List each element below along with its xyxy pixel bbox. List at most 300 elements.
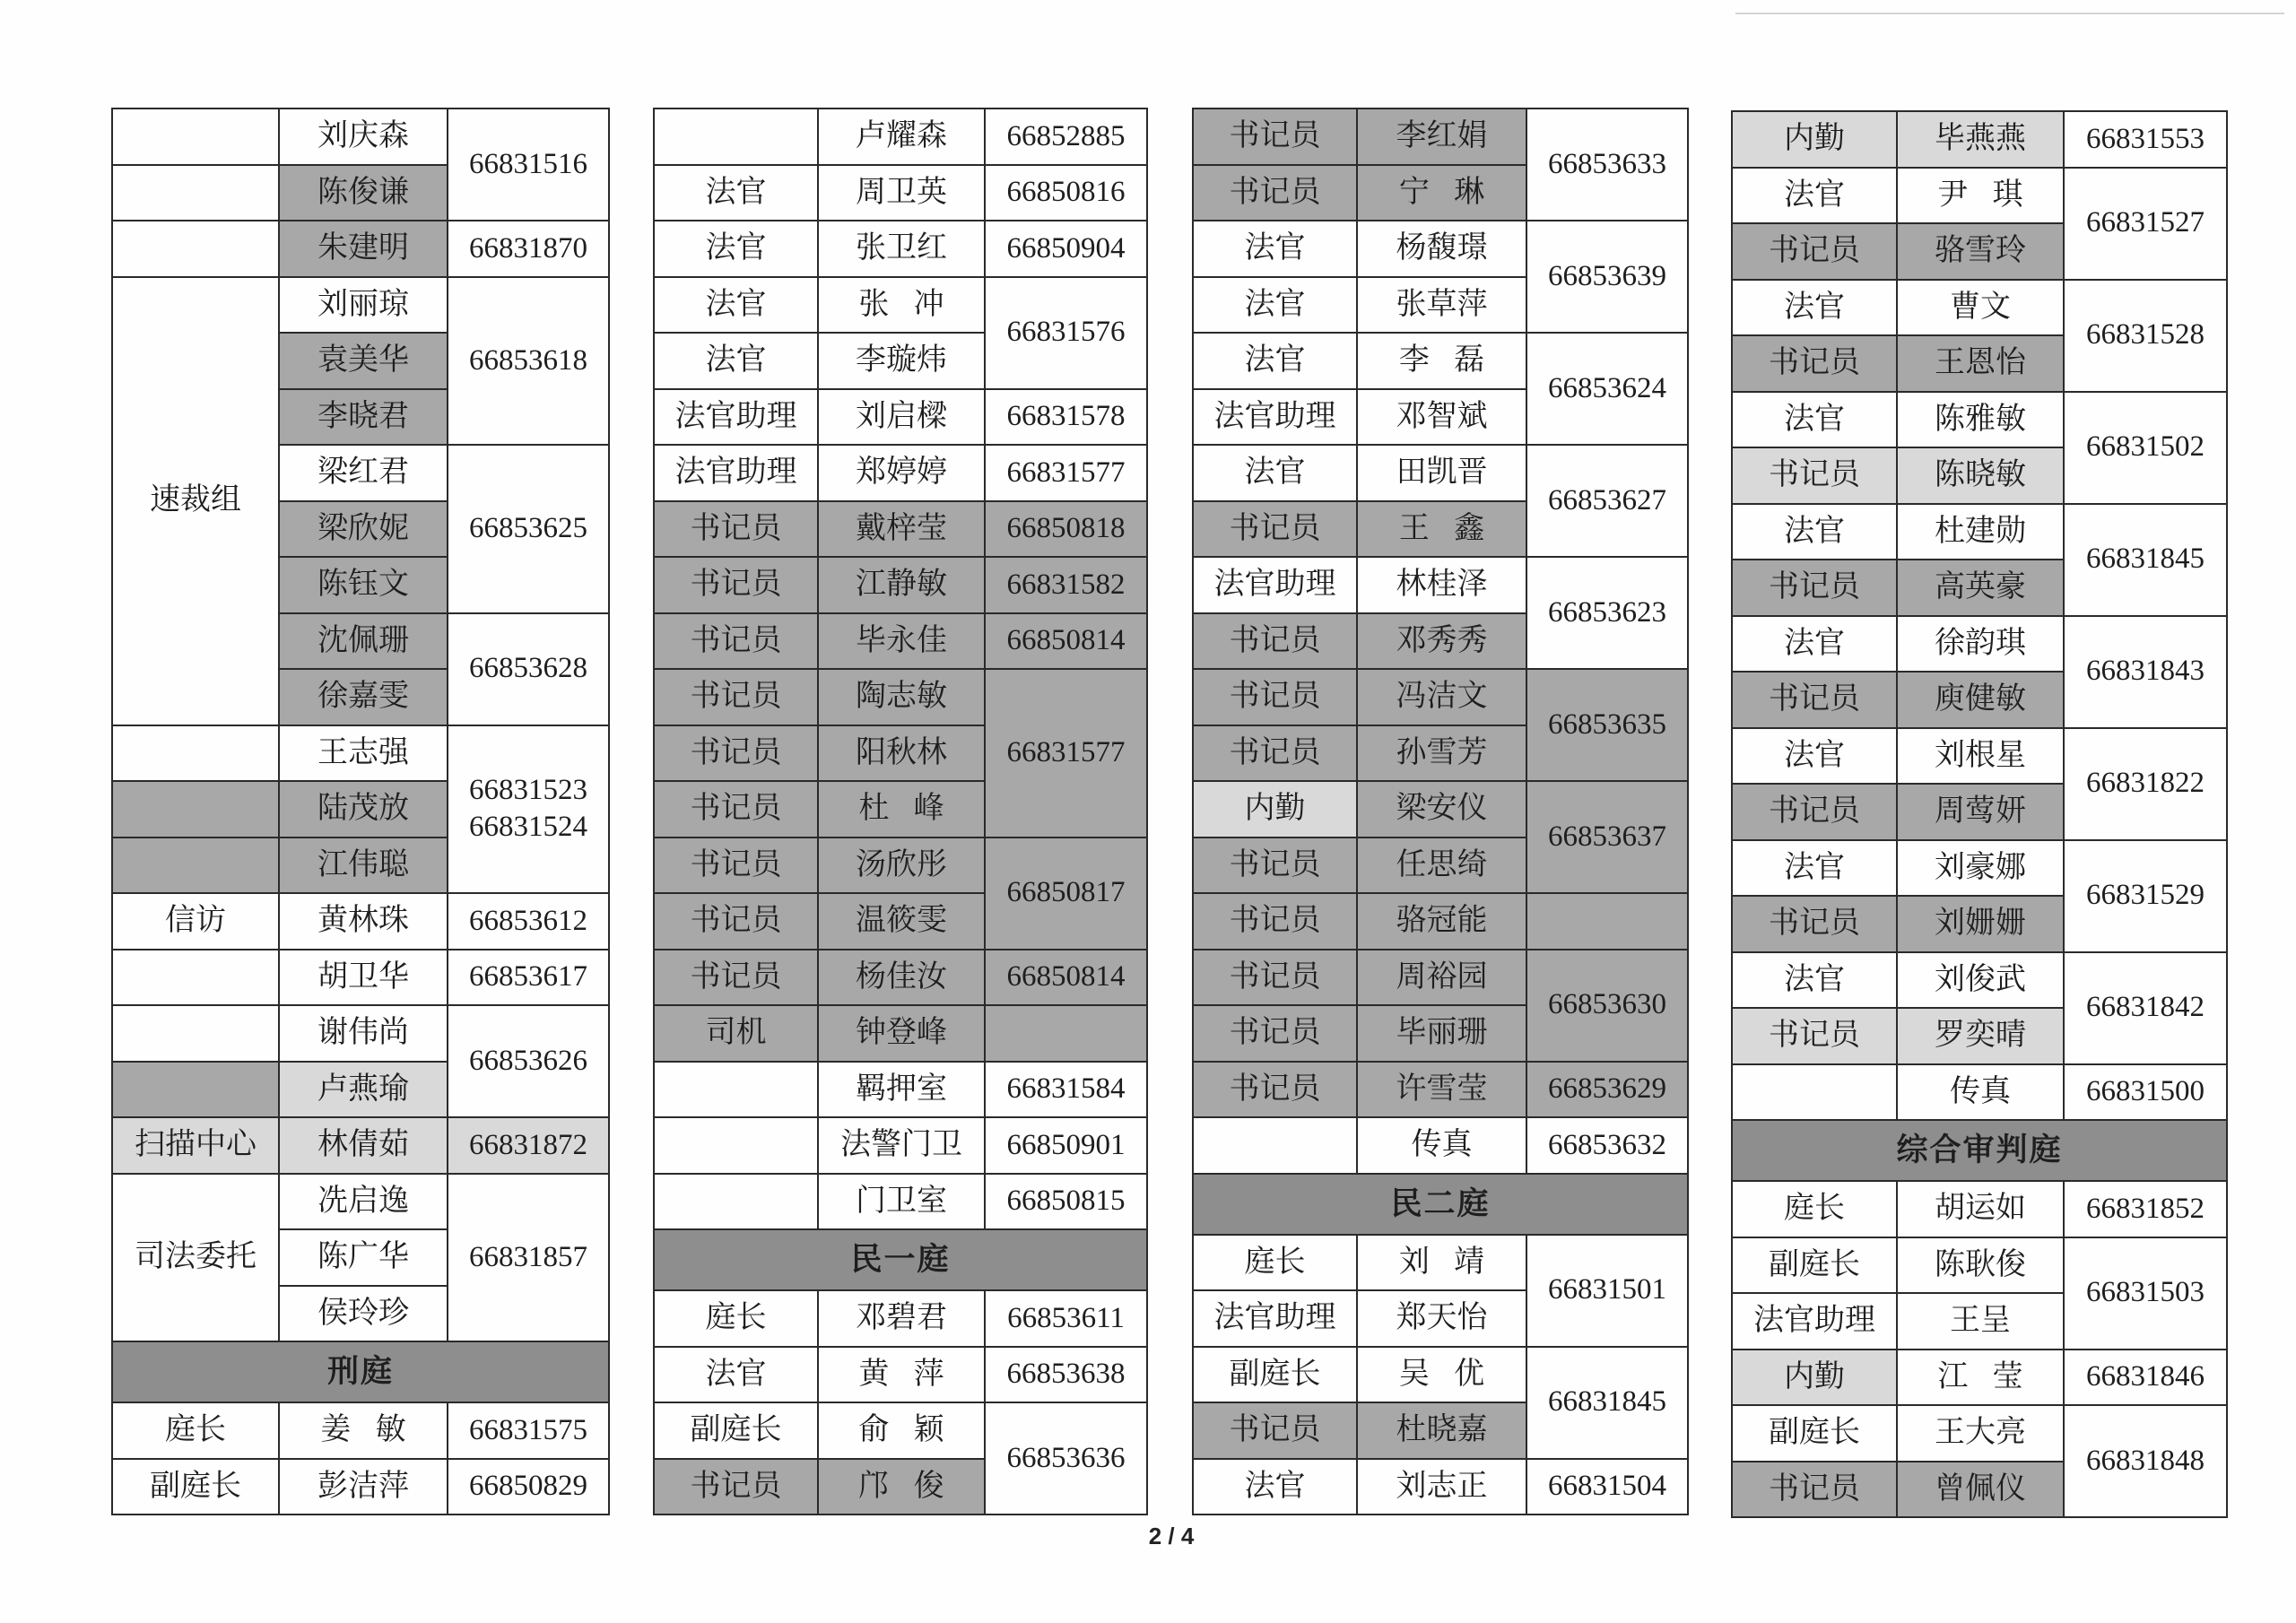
- role-cell: 法官: [1193, 445, 1357, 501]
- role-cell: 司机: [654, 1005, 818, 1062]
- name-cell: 谢伟尚: [279, 1005, 448, 1062]
- role-cell: 法官: [654, 165, 818, 221]
- name-cell: 刘丽琼: [279, 277, 448, 334]
- directory-row: [112, 950, 609, 1006]
- phone-cell: 66831842: [2064, 952, 2227, 1064]
- phone-cell: 66853637: [1526, 781, 1688, 893]
- name-cell: 刘启樑: [818, 389, 985, 446]
- section-header-row: [1732, 1120, 2227, 1181]
- role-cell: 书记员: [654, 669, 818, 725]
- phone-cell: 66831852: [2064, 1181, 2227, 1237]
- directory-row: [654, 501, 1147, 558]
- phone-cell: 66852885: [985, 108, 1147, 165]
- section-header: 刑庭: [112, 1341, 609, 1402]
- phone-cell: 66831528: [2064, 280, 2227, 392]
- phone-cell: 66831504: [1526, 1459, 1688, 1515]
- section-header-row: [654, 1229, 1147, 1290]
- directory-row: [1193, 781, 1688, 838]
- section-header-row: [1193, 1174, 1688, 1235]
- name-cell: 王恩怡: [1897, 335, 2064, 392]
- name-cell: 任思绮: [1357, 838, 1526, 894]
- role-cell: 法官: [654, 221, 818, 277]
- phone-cell: 66853623: [1526, 557, 1688, 669]
- name-cell: 邓秀秀: [1357, 613, 1526, 670]
- name-cell: 陈钰文: [279, 557, 448, 613]
- phone-cell: 66850814: [985, 950, 1147, 1006]
- phone-cell: 66831845: [1526, 1347, 1688, 1459]
- role-cell: 书记员: [1732, 223, 1897, 280]
- directory-row: [1732, 1350, 2227, 1406]
- role-cell: 书记员: [1732, 672, 1897, 728]
- directory-column-1: [111, 108, 608, 1515]
- directory-row: [1193, 1235, 1688, 1291]
- name-cell: 温筱雯: [818, 893, 985, 950]
- name-cell: 江 莹: [1897, 1350, 2064, 1406]
- role-cell: 法官: [654, 1347, 818, 1403]
- role-cell: [654, 1117, 818, 1174]
- role-cell: 法官: [654, 333, 818, 389]
- phone-cell: 66850818: [985, 501, 1147, 558]
- name-cell: 王 鑫: [1357, 501, 1526, 558]
- role-cell: 庭长: [112, 1402, 279, 1459]
- name-cell: 李 磊: [1357, 333, 1526, 389]
- phone-cell: 66831529: [2064, 840, 2227, 952]
- name-cell: 袁美华: [279, 333, 448, 389]
- directory-row: [1193, 950, 1688, 1006]
- name-cell: 门卫室: [818, 1174, 985, 1230]
- role-cell: 法官: [1732, 280, 1897, 336]
- directory-row: [1193, 557, 1688, 613]
- directory-row: [654, 669, 1147, 725]
- name-cell: 杨馥璟: [1357, 221, 1526, 277]
- directory-row: [1193, 333, 1688, 389]
- phone-cell: 66853618: [448, 277, 609, 446]
- name-cell: 邓碧君: [818, 1290, 985, 1347]
- phone-cell: 66853630: [1526, 950, 1688, 1062]
- name-cell: 梁安仪: [1357, 781, 1526, 838]
- directory-row: [654, 1402, 1147, 1459]
- role-cell: 法官: [1732, 168, 1897, 224]
- role-cell: 书记员: [1193, 893, 1357, 950]
- role-cell: 法官: [1732, 616, 1897, 673]
- name-cell: 侯玲珍: [279, 1286, 448, 1342]
- directory-row: [1193, 1117, 1688, 1174]
- phone-cell: 66853633: [1526, 108, 1688, 221]
- phone-table: [653, 108, 1148, 1515]
- role-cell: 书记员: [1193, 1005, 1357, 1062]
- role-cell: 法官助理: [654, 445, 818, 501]
- role-cell: 书记员: [1193, 108, 1357, 165]
- phone-cell: [985, 1005, 1147, 1062]
- phone-cell: 66831822: [2064, 728, 2227, 840]
- role-cell: 法官: [1732, 840, 1897, 897]
- directory-row: [654, 389, 1147, 446]
- directory-row: [1193, 1062, 1688, 1118]
- name-cell: 邝 俊: [818, 1459, 985, 1515]
- role-cell: [112, 725, 279, 782]
- name-cell: 阳秋林: [818, 725, 985, 782]
- section-header-row: [112, 1341, 609, 1402]
- name-cell: 周莺妍: [1897, 784, 2064, 840]
- phone-cell: 66850815: [985, 1174, 1147, 1230]
- name-cell: 张 冲: [818, 277, 985, 334]
- phone-cell: 66831857: [448, 1174, 609, 1342]
- phone-cell: 66850901: [985, 1117, 1147, 1174]
- directory-row: [1732, 1237, 2227, 1294]
- name-cell: 刘根星: [1897, 728, 2064, 785]
- name-cell: 郑天怡: [1357, 1290, 1526, 1347]
- name-cell: 孙雪芳: [1357, 725, 1526, 782]
- role-cell: 法官: [1193, 277, 1357, 334]
- directory-row: [112, 277, 609, 334]
- phone-cell: 66831872: [448, 1117, 609, 1174]
- directory-row: [1732, 616, 2227, 673]
- phone-cell: 66831501: [1526, 1235, 1688, 1347]
- role-cell: 法官助理: [654, 389, 818, 446]
- phone-cell: 66831503: [2064, 1237, 2227, 1350]
- phone-cell: 66850816: [985, 165, 1147, 221]
- name-cell: 王呈: [1897, 1293, 2064, 1350]
- phone-cell: 66831843: [2064, 616, 2227, 728]
- name-cell: 戴梓莹: [818, 501, 985, 558]
- section-header: 民一庭: [654, 1229, 1147, 1290]
- role-cell: [112, 950, 279, 1006]
- directory-row: [112, 108, 609, 165]
- role-cell: 法官: [1732, 952, 1897, 1009]
- phone-cell: 66853628: [448, 613, 609, 725]
- role-cell: 法官: [1193, 221, 1357, 277]
- directory-row: [112, 221, 609, 277]
- directory-row: [654, 221, 1147, 277]
- directory-row: [654, 950, 1147, 1006]
- role-cell: 书记员: [1193, 725, 1357, 782]
- directory-row: [1193, 108, 1688, 165]
- role-cell: 书记员: [654, 1459, 818, 1515]
- phone-cell: 66831500: [2064, 1064, 2227, 1121]
- directory-row: [654, 838, 1147, 894]
- phone-cell: 66831527: [2064, 168, 2227, 280]
- directory-column-2: [653, 108, 1146, 1515]
- name-cell: 陈俊谦: [279, 165, 448, 221]
- role-cell: 书记员: [1732, 784, 1897, 840]
- directory-row: [1193, 221, 1688, 277]
- directory-row: [112, 1402, 609, 1459]
- role-cell: [112, 1062, 279, 1118]
- phone-cell: 66831516: [448, 108, 609, 221]
- directory-row: [112, 1459, 609, 1515]
- name-cell: 胡运如: [1897, 1181, 2064, 1237]
- directory-row: [654, 108, 1147, 165]
- role-cell: 法官: [654, 277, 818, 334]
- role-cell: 庭长: [1732, 1181, 1897, 1237]
- directory-row: [112, 1005, 609, 1062]
- phone-cell: 66853635: [1526, 669, 1688, 781]
- name-cell: 陆茂放: [279, 781, 448, 838]
- name-cell: 俞 颖: [818, 1402, 985, 1459]
- name-cell: 李红娟: [1357, 108, 1526, 165]
- role-cell: 法官助理: [1193, 557, 1357, 613]
- name-cell: 刘姗姗: [1897, 896, 2064, 952]
- name-cell: 陈晓敏: [1897, 447, 2064, 504]
- phone-cell: 66831870: [448, 221, 609, 277]
- role-cell: 法官助理: [1732, 1293, 1897, 1350]
- phone-cell: 66831582: [985, 557, 1147, 613]
- phone-cell: 66850814: [985, 613, 1147, 670]
- name-cell: 王志强: [279, 725, 448, 782]
- directory-row: [112, 725, 609, 782]
- role-cell: [112, 781, 279, 838]
- phone-cell: 66831575: [448, 1402, 609, 1459]
- role-cell: 书记员: [1732, 560, 1897, 616]
- phone-cell: 66853627: [1526, 445, 1688, 557]
- section-header: 综合审判庭: [1732, 1120, 2227, 1181]
- directory-row: [1193, 669, 1688, 725]
- name-cell: 许雪莹: [1357, 1062, 1526, 1118]
- directory-row: [1193, 893, 1688, 950]
- name-cell: 郑婷婷: [818, 445, 985, 501]
- directory-row: [1193, 1347, 1688, 1403]
- name-cell: 冯洁文: [1357, 669, 1526, 725]
- name-cell: 毕燕燕: [1897, 111, 2064, 168]
- name-cell: 传真: [1897, 1064, 2064, 1121]
- role-cell: [112, 1005, 279, 1062]
- name-cell: 高英豪: [1897, 560, 2064, 616]
- name-cell: 尹 琪: [1897, 168, 2064, 224]
- name-cell: 罗奕晴: [1897, 1008, 2064, 1064]
- name-cell: 庾健敏: [1897, 672, 2064, 728]
- name-cell: 张草萍: [1357, 277, 1526, 334]
- name-cell: 骆雪玲: [1897, 223, 2064, 280]
- name-cell: 张卫红: [818, 221, 985, 277]
- role-cell: 副庭长: [654, 1402, 818, 1459]
- role-cell: 书记员: [654, 557, 818, 613]
- name-cell: 沈佩珊: [279, 613, 448, 670]
- directory-row: [654, 277, 1147, 334]
- phone-cell: 66831577: [985, 669, 1147, 838]
- name-cell: 林桂泽: [1357, 557, 1526, 613]
- phone-table: [1731, 110, 2228, 1518]
- role-cell: 书记员: [1193, 1402, 1357, 1459]
- name-cell: 汤欣彤: [818, 838, 985, 894]
- name-cell: 曾佩仪: [1897, 1462, 2064, 1518]
- directory-row: [654, 445, 1147, 501]
- directory-row: [1193, 445, 1688, 501]
- role-cell: 书记员: [654, 725, 818, 782]
- role-cell: 书记员: [1193, 501, 1357, 558]
- name-cell: 徐嘉雯: [279, 669, 448, 725]
- role-cell: 书记员: [1193, 165, 1357, 221]
- name-cell: 刘志正: [1357, 1459, 1526, 1515]
- role-cell: [1732, 1064, 1897, 1121]
- name-cell: 骆冠能: [1357, 893, 1526, 950]
- role-cell: 书记员: [1193, 1062, 1357, 1118]
- name-cell: 周裕园: [1357, 950, 1526, 1006]
- directory-row: [1732, 1405, 2227, 1462]
- name-cell: 陈耿俊: [1897, 1237, 2064, 1294]
- role-cell: 扫描中心: [112, 1117, 279, 1174]
- dept-cell: 速裁组: [112, 277, 279, 725]
- role-cell: 庭长: [654, 1290, 818, 1347]
- directory-column-4: [1731, 110, 2226, 1518]
- role-cell: [654, 1062, 818, 1118]
- name-cell: 法警门卫: [818, 1117, 985, 1174]
- scan-edge-line: [1735, 13, 2284, 14]
- name-cell: 刘庆森: [279, 108, 448, 165]
- name-cell: 朱建明: [279, 221, 448, 277]
- role-cell: 书记员: [654, 838, 818, 894]
- directory-row: [654, 1005, 1147, 1062]
- directory-row: [654, 1174, 1147, 1230]
- role-cell: 书记员: [1193, 950, 1357, 1006]
- directory-row: [1732, 1181, 2227, 1237]
- name-cell: 李璇炜: [818, 333, 985, 389]
- name-cell: 李晓君: [279, 389, 448, 446]
- name-cell: 曹文: [1897, 280, 2064, 336]
- phone-cell: 66831578: [985, 389, 1147, 446]
- name-cell: 宁 琳: [1357, 165, 1526, 221]
- name-cell: 陈广华: [279, 1229, 448, 1286]
- name-cell: 姜 敏: [279, 1402, 448, 1459]
- directory-column-3: [1192, 108, 1687, 1515]
- name-cell: 江伟聪: [279, 838, 448, 894]
- name-cell: 吴 优: [1357, 1347, 1526, 1403]
- phone-cell: 66831577: [985, 445, 1147, 501]
- phone-cell: 66831848: [2064, 1405, 2227, 1517]
- directory-row: [112, 1117, 609, 1174]
- role-cell: [112, 221, 279, 277]
- directory-row: [1193, 1459, 1688, 1515]
- directory-row: [1732, 840, 2227, 897]
- name-cell: 刘 靖: [1357, 1235, 1526, 1291]
- directory-row: [1732, 728, 2227, 785]
- phone-cell: 66853626: [448, 1005, 609, 1117]
- phone-cell: 66831584: [985, 1062, 1147, 1118]
- role-cell: 副庭长: [1193, 1347, 1357, 1403]
- role-cell: 书记员: [1732, 1462, 1897, 1518]
- phone-cell: 66853636: [985, 1402, 1147, 1515]
- name-cell: 卢耀森: [818, 108, 985, 165]
- directory-row: [654, 613, 1147, 670]
- role-cell: 信访: [112, 893, 279, 950]
- name-cell: 陈雅敏: [1897, 392, 2064, 448]
- name-cell: 刘豪娜: [1897, 840, 2064, 897]
- role-cell: 法官助理: [1193, 389, 1357, 446]
- role-cell: 书记员: [654, 613, 818, 670]
- name-cell: 王大亮: [1897, 1405, 2064, 1462]
- role-cell: 书记员: [1193, 613, 1357, 670]
- phone-cell: 66853611: [985, 1290, 1147, 1347]
- directory-row: [654, 1290, 1147, 1347]
- phone-cell: 66853639: [1526, 221, 1688, 333]
- name-cell: 黄林珠: [279, 893, 448, 950]
- role-cell: 法官: [1732, 392, 1897, 448]
- phone-cell: 66853624: [1526, 333, 1688, 445]
- name-cell: 冼启逸: [279, 1174, 448, 1230]
- role-cell: [1193, 1117, 1357, 1174]
- name-cell: 徐韵琪: [1897, 616, 2064, 673]
- phone-cell: 66831845: [2064, 504, 2227, 616]
- role-cell: 书记员: [654, 501, 818, 558]
- role-cell: 书记员: [654, 950, 818, 1006]
- role-cell: 书记员: [1732, 335, 1897, 392]
- directory-row: [654, 1117, 1147, 1174]
- name-cell: 邓智斌: [1357, 389, 1526, 446]
- name-cell: 黄 萍: [818, 1347, 985, 1403]
- phone-cell: 66831553: [2064, 111, 2227, 168]
- section-header: 民二庭: [1193, 1174, 1688, 1235]
- role-cell: 书记员: [1193, 838, 1357, 894]
- name-cell: 周卫英: [818, 165, 985, 221]
- directory-row: [654, 1347, 1147, 1403]
- phone-cell: 66853617: [448, 950, 609, 1006]
- directory-row: [112, 893, 609, 950]
- directory-row: [1732, 1064, 2227, 1121]
- role-cell: 书记员: [1732, 896, 1897, 952]
- phone-table: [111, 108, 610, 1515]
- role-cell: 书记员: [1193, 669, 1357, 725]
- phone-cell: 66853632: [1526, 1117, 1688, 1174]
- phone-cell: 66850829: [448, 1459, 609, 1515]
- phone-cell: [1526, 893, 1688, 950]
- role-cell: [112, 165, 279, 221]
- phone-cell: 66850817: [985, 838, 1147, 950]
- role-cell: 法官: [1732, 504, 1897, 560]
- directory-row: [1732, 392, 2227, 448]
- phone-cell: 66831846: [2064, 1350, 2227, 1406]
- role-cell: 法官: [1732, 728, 1897, 785]
- name-cell: 杜 峰: [818, 781, 985, 838]
- phone-cell: 66853612: [448, 893, 609, 950]
- role-cell: 法官: [1193, 1459, 1357, 1515]
- directory-row: [654, 557, 1147, 613]
- name-cell: 田凯晋: [1357, 445, 1526, 501]
- phone-cell: 66853625: [448, 445, 609, 613]
- phone-table: [1192, 108, 1689, 1515]
- dept-cell: 司法委托: [112, 1174, 279, 1342]
- role-cell: 内勤: [1732, 111, 1897, 168]
- name-cell: 杜晓嘉: [1357, 1402, 1526, 1459]
- name-cell: 江静敏: [818, 557, 985, 613]
- role-cell: 副庭长: [1732, 1237, 1897, 1294]
- name-cell: 刘俊武: [1897, 952, 2064, 1009]
- role-cell: 内勤: [1732, 1350, 1897, 1406]
- name-cell: 梁红君: [279, 445, 448, 501]
- directory-row: [1732, 280, 2227, 336]
- role-cell: 书记员: [1732, 1008, 1897, 1064]
- role-cell: 法官: [1193, 333, 1357, 389]
- directory-row: [1732, 111, 2227, 168]
- phone-cell: 66853638: [985, 1347, 1147, 1403]
- role-cell: [112, 108, 279, 165]
- role-cell: 书记员: [654, 781, 818, 838]
- phone-cell: 66831502: [2064, 392, 2227, 504]
- directory-row: [654, 165, 1147, 221]
- name-cell: 毕丽珊: [1357, 1005, 1526, 1062]
- role-cell: 内勤: [1193, 781, 1357, 838]
- name-cell: 杜建勋: [1897, 504, 2064, 560]
- role-cell: 书记员: [1732, 447, 1897, 504]
- phone-cell: 66853629: [1526, 1062, 1688, 1118]
- role-cell: 庭长: [1193, 1235, 1357, 1291]
- name-cell: 胡卫华: [279, 950, 448, 1006]
- name-cell: 毕永佳: [818, 613, 985, 670]
- page-number: 2 / 4: [1148, 1523, 1195, 1549]
- phone-cell: 66831523 66831524: [448, 725, 609, 894]
- directory-row: [1732, 952, 2227, 1009]
- name-cell: 梁欣妮: [279, 501, 448, 558]
- phone-cell: 66831576: [985, 277, 1147, 389]
- role-cell: 副庭长: [1732, 1405, 1897, 1462]
